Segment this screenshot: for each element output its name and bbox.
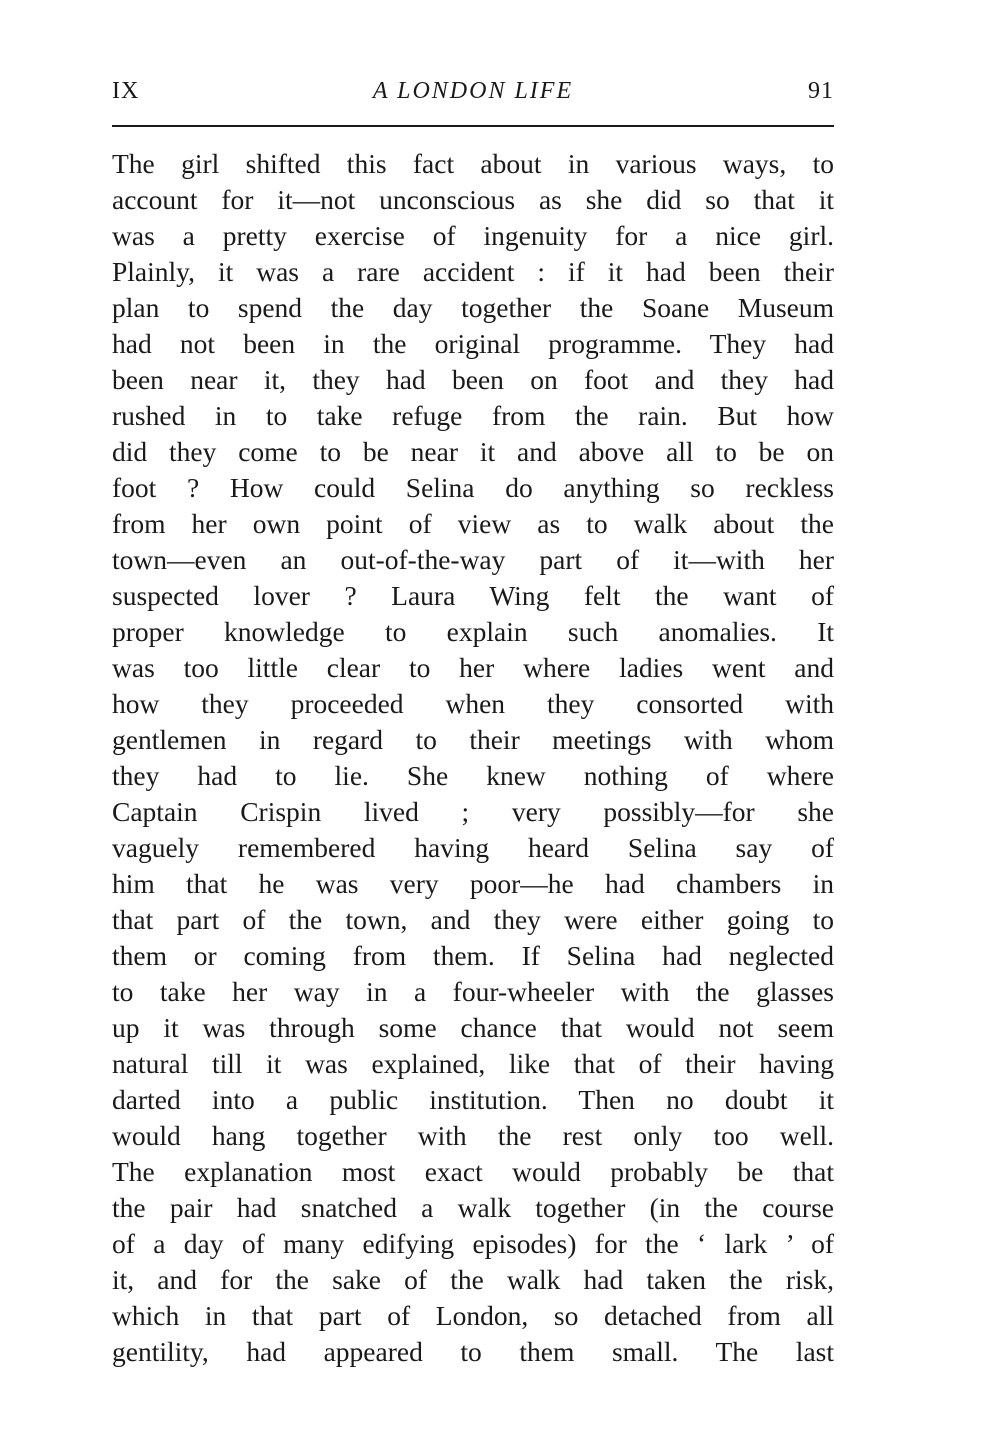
- text-line: foot ? How could Selina do anything so reckless: [112, 472, 834, 503]
- text-line: to take her way in a four-wheeler with the glasses: [112, 976, 834, 1007]
- text-line: them or coming from them. If Selina had neglected: [112, 940, 834, 971]
- text-line: The girl shifted this fact about in various ways, to: [112, 148, 834, 179]
- text-line: the pair had snatched a walk together (in the course: [112, 1192, 834, 1223]
- text-line: of a day of many edifying episodes) for the ‘ lark ’ of: [112, 1228, 834, 1259]
- text-line: The explanation most exact would probably be that: [112, 1156, 834, 1187]
- text-line: how they proceeded when they consorted with: [112, 688, 834, 719]
- text-line: it, and for the sake of the walk had taken the risk,: [112, 1264, 834, 1295]
- text-line: natural till it was explained, like that of their having: [112, 1048, 834, 1079]
- text-line: rushed in to take refuge from the rain. But how: [112, 400, 834, 431]
- text-line: Captain Crispin lived ; very possibly—for she: [112, 796, 834, 827]
- text-line: account for it—not unconscious as she did so that it: [112, 184, 834, 215]
- text-line: was a pretty exercise of ingenuity for a nice girl.: [112, 220, 834, 251]
- running-title: A LONDON LIFE: [372, 78, 574, 104]
- text-line: been near it, they had been on foot and they had: [112, 364, 834, 395]
- text-line: Plainly, it was a rare accident : if it had been their: [112, 256, 834, 287]
- text-line: gentlemen in regard to their meetings with whom: [112, 724, 834, 755]
- text-line: up it was through some chance that would not seem: [112, 1012, 834, 1043]
- text-line: from her own point of view as to walk about the: [112, 508, 834, 539]
- text-line: was too little clear to her where ladies went and: [112, 652, 834, 683]
- body-text: [112, 146, 834, 1370]
- text-line: town—even an out-of-the-way part of it—with her: [112, 544, 834, 575]
- text-line: suspected lover ? Laura Wing felt the want of: [112, 580, 834, 611]
- text-line: proper knowledge to explain such anomalies. It: [112, 616, 834, 647]
- text-line: that part of the town, and they were either going to: [112, 904, 834, 935]
- text-line: darted into a public institution. Then no doubt it: [112, 1084, 834, 1115]
- text-line: gentility, had appeared to them small. The last: [112, 1336, 834, 1367]
- text-line: which in that part of London, so detached from all: [112, 1300, 834, 1331]
- text-line: did they come to be near it and above all to be on: [112, 436, 834, 467]
- chapter-number: IX: [112, 78, 140, 104]
- header-rule: [112, 125, 834, 127]
- page-number: 91: [808, 78, 834, 104]
- text-line: plan to spend the day together the Soane Museum: [112, 292, 834, 323]
- text-line: had not been in the original programme. They had: [112, 328, 834, 359]
- running-head: [112, 78, 834, 114]
- text-line: would hang together with the rest only too well.: [112, 1120, 834, 1151]
- text-line: vaguely remembered having heard Selina say of: [112, 832, 834, 863]
- text-line: they had to lie. She knew nothing of where: [112, 760, 834, 791]
- text-line: him that he was very poor—he had chambers in: [112, 868, 834, 899]
